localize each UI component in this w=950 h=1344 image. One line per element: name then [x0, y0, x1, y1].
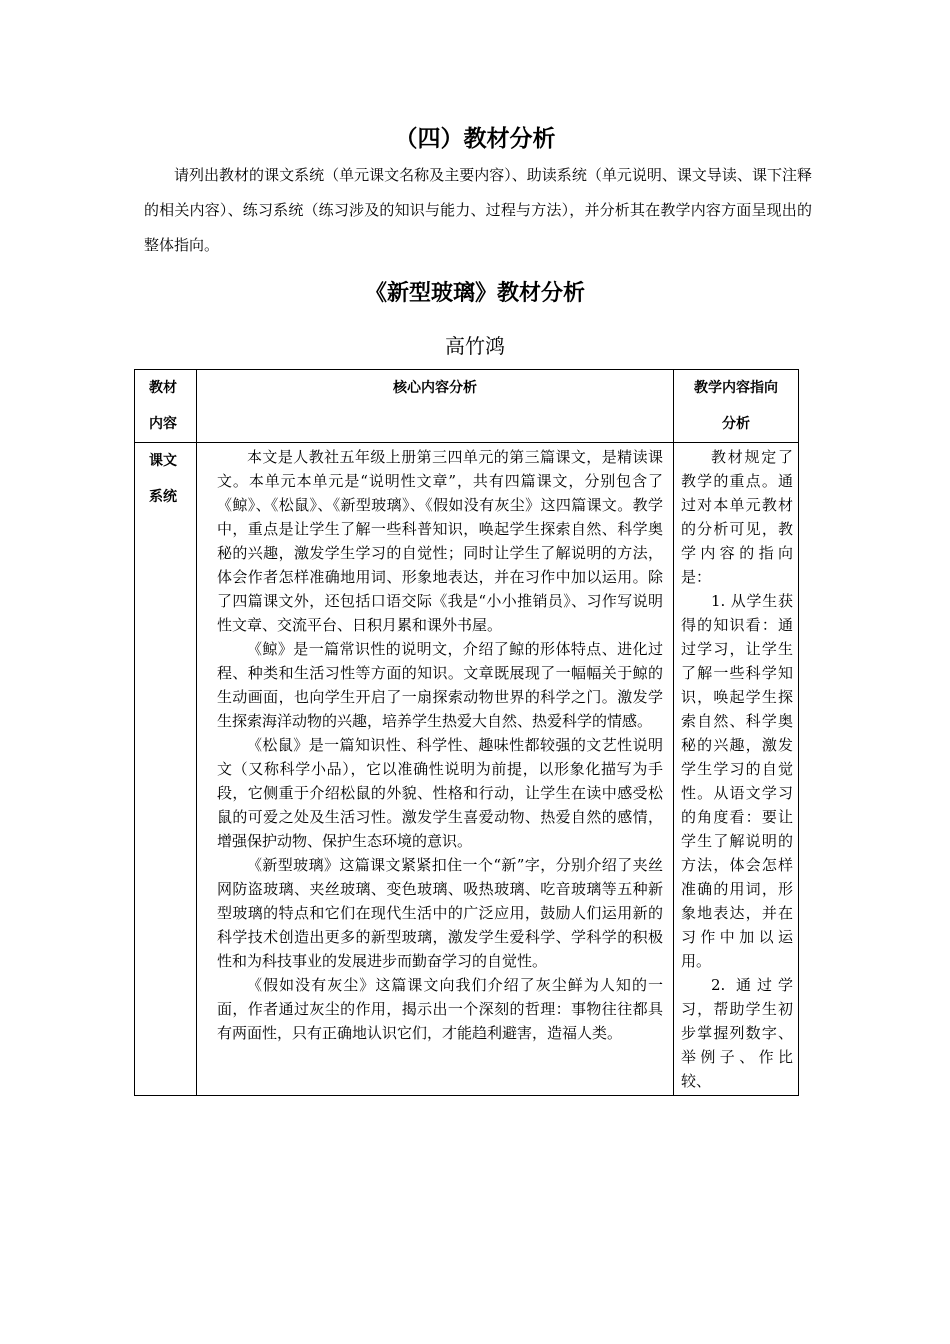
table-header-row: [135, 370, 799, 443]
section-title: （四）教材分析: [394, 126, 556, 152]
teaching-direction-cell: [674, 443, 799, 1096]
analysis-paragraph: 《假如没有灰尘》这篇课文向我们介绍了灰尘鲜为人知的一面，作者通过灰尘的作用，揭示出一个深刻的哲理：事物往往都具有两面性，只有正确地认识它们，才能趋利避害，造福人类。: [217, 976, 663, 1042]
analysis-paragraph: 本文是人教社五年级上册第三四单元的第三篇课文，是精读课文。本单元本单元是“说明性文章”，共有四篇课文，分别包含了《鲸》、《松鼠》、《新型玻璃》、《假如没有灰尘》这四篇课文。教学中，重点是让学生了解一些科普知识，唤起学生探索自然、科学奥秘的兴趣，激发学生学习的自觉性；同时让学生了解说明的方法，体会作者怎样准确地用词、形象地表达，并在习作中加以运用。除了四篇课文外，还包括口语交际《我是“小小推销员》、习作写说明性文章、交流平台、日积月累和课外书屋。: [217, 448, 663, 634]
analysis-paragraph: 《鲸》是一篇常识性的说明文，介绍了鲸的形体特点、进化过程、种类和生活习性等方面的知识。文章既展现了一幅幅关于鲸的生动画面，也向学生开启了一扇探索动物世界的科学之门。激发学生探索海洋动物的兴趣，培养学生热爱大自然、热爱科学的情感。: [217, 640, 663, 730]
table-row: [135, 443, 799, 1096]
header-teaching-direction: 教学内容指向 分析: [674, 370, 799, 443]
core-analysis-cell: [197, 443, 674, 1096]
header-core-analysis: 核心内容分析: [197, 370, 674, 443]
direction-point-1: 1. 从学生获得的知识看：通过学习，让学生了解一些科学知识，唤起学生探索自然、科学奥秘的兴趣，激发学生学习的自觉性。从语文学习的角度看：要让学生了解说明的方法，体会怎样准确的用词，形象地表达，并在习作中加以运用。: [681, 592, 793, 970]
analysis-paragraph: 《新型玻璃》这篇课文紧紧扣住一个“新”字，分别介绍了夹丝网防盗玻璃、夹丝玻璃、变色玻璃、吸热玻璃、吃音玻璃等五种新型玻璃的特点和它们在现代生活中的广泛应用，鼓励人们运用新的科学技术创造出更多的新型玻璃，激发学生爱科学、学科学的积极性和为科技事业的发展进步而勤奋学习的自觉性。: [217, 856, 663, 970]
author-name: 高竹鸿: [445, 334, 505, 358]
row-label-text-system: 课文 系统: [135, 443, 197, 1096]
analysis-table: [134, 369, 799, 1096]
direction-point-2: 2. 通过学习，帮助学生初步掌握列数字、举例子、作比较、: [681, 976, 793, 1090]
analysis-paragraph: 《松鼠》是一篇知识性、科学性、趣味性都较强的文艺性说明文（又称科学小品），它以准确性说明为前提，以形象化描写为手段，它侧重于介绍松鼠的外貌、性格和行动，让学生在读中感受松鼠的可爱之处及生活习性。激发学生喜爱动物、热爱自然的感情，增强保护动物、保护生态环境的意识。: [217, 736, 663, 850]
instructions-paragraph: 请列出教材的课文系统（单元课文名称及主要内容）、助读系统（单元说明、课文导读、课下注释的相关内容）、练习系统（练习涉及的知识与能力、过程与方法），并分析其在教学内容方面呈现出的整体指向。: [144, 166, 812, 254]
direction-intro: 教材规定了教学的重点。通过对本单元教材的分析可见，教学内容的指向是：: [681, 448, 793, 586]
header-material-content: 教材 内容: [135, 370, 197, 443]
document-title: 《新型玻璃》教材分析: [364, 281, 585, 306]
